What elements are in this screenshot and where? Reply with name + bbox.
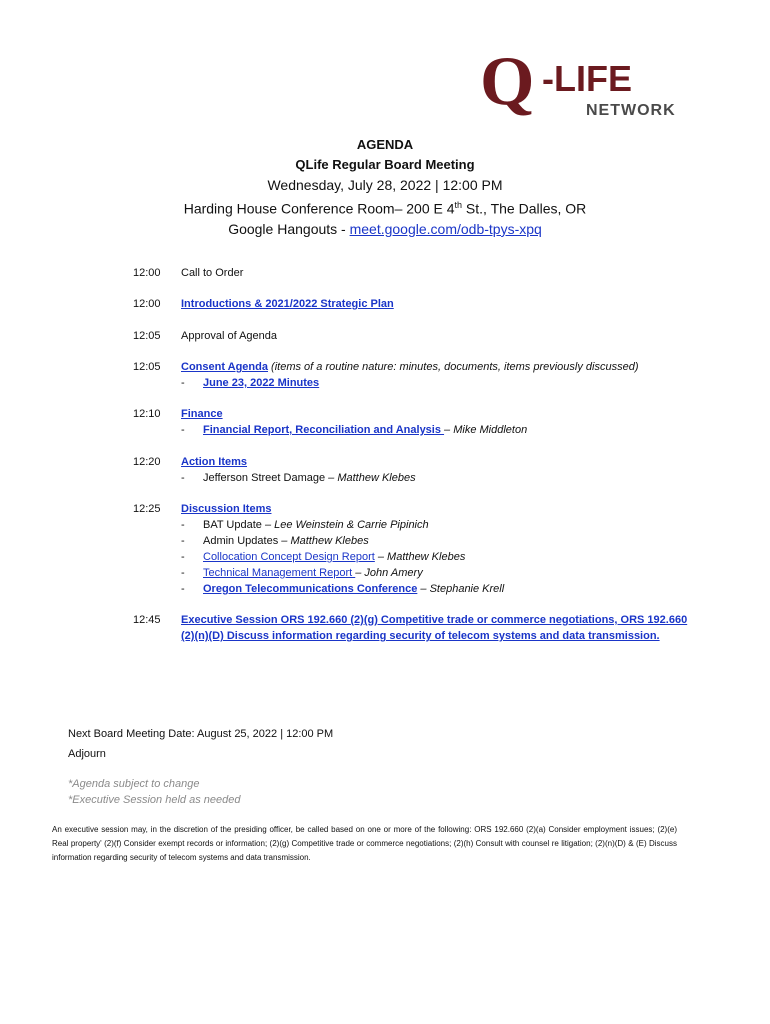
location-post: St., The Dalles, OR [462,200,587,217]
agenda-title: AGENDA [356,137,414,152]
meeting-datetime: Wednesday, July 28, 2022 | 12:00 PM [267,177,503,193]
meeting-name: QLife Regular Board Meeting [295,157,475,172]
telecom-conference-link[interactable]: Oregon Telecommunications Conference [203,583,418,595]
action-items-section: Action Items - Jefferson Street Damage – Matthew Klebes [181,456,416,484]
agenda-notes [68,776,240,808]
item-time: 12:05 [133,361,161,373]
item-time: 12:45 [133,614,161,626]
minutes-link[interactable]: June 23, 2022 Minutes [203,377,320,389]
logo-life: -LIFE [542,58,632,99]
discussion-item-text: Admin Updates [203,535,279,547]
next-meeting: Next Board Meeting Date: August 25, 2022 | 12:00 PM [68,728,334,740]
executive-session-link-2[interactable]: (2)(n)(D) Discuss information regarding security of telecom systems and data transmission. [181,630,660,642]
discussion-presenter: – John Amery [355,567,423,579]
hangouts-label: Google Hangouts - [228,220,350,237]
item-time: 12:00 [133,298,161,310]
legal-notice: An executive session may, in the discretion of the presiding officer, be called based on one or more of the following: ORS 192.660 (2)(a) Consider employment issues; (2)(e) Real property' (2)(f) Consider exempt records or information; (2)(g) Competitive trade or commerce negotiations; (2)(h) Consult with counsel re litigation; (2)(n)(D) & (E) Discuss information regarding security of telecom systems and data transmission. [52,825,677,862]
meeting-location [0,195,770,219]
finance-link[interactable]: Finance [181,408,223,420]
logo-network: NETWORK [586,102,676,119]
item-time: 12:05 [133,330,161,342]
agenda-header [0,135,770,239]
closing-block [68,724,333,764]
item-time: 12:00 [133,267,161,279]
hangouts-link[interactable]: meet.google.com/odb-tpys-xpq [349,220,542,237]
action-item-text: Jefferson Street Damage [203,472,326,484]
action-items-link[interactable]: Action Items [181,456,248,468]
discussion-presenter: – Stephanie Krell [417,583,505,595]
executive-session-link[interactable]: Executive Session ORS 192.660 (2)(g) Competitive trade or commerce negotiations, ORS 192.660 [181,614,688,626]
location-sup: th [454,200,463,210]
note-agenda-change: *Agenda subject to change [68,778,200,790]
executive-session [181,612,691,644]
discussion-presenter: – Matthew Klebes [278,535,369,547]
consent-agenda-link[interactable]: Consent Agenda [181,361,268,373]
discussion-presenter: – Matthew Klebes [374,551,466,563]
finance-presenter: – Mike Middleton [444,424,528,436]
consent-agenda-note: (items of a routine nature: minutes, documents, items previously discussed) [268,361,639,373]
item-time: 12:10 [133,408,161,420]
note-executive-session: *Executive Session held as needed [68,794,241,806]
discussion-presenter: – Lee Weinstein & Carrie Pipinich [261,519,429,531]
logo-q: Q [480,43,533,120]
collocation-report-link[interactable]: Collocation Concept Design Report [203,551,375,563]
strategic-plan-link[interactable]: Introductions & 2021/2022 Strategic Plan [181,298,394,310]
discussion-items-section: Discussion Items - BAT Update – Lee Weinstein & Carrie Pipinich - Admin Updates – Matthew Klebes - Collocation Concept Design Report – Matthew Klebes - Technical Management Report – John Amery - Oregon Telecommunications Conference – Stephanie Krell [181,503,505,595]
discussion-item-text: BAT Update [203,519,262,531]
location-pre: Harding House Conference Room– 200 E 4 [183,200,455,217]
item-text: Call to Order [181,267,244,279]
finance-section: Finance - Financial Report, Reconciliation and Analysis – Mike Middleton [181,408,528,436]
item-time: 12:20 [133,456,161,468]
hangouts-line [0,219,770,239]
financial-report-link[interactable]: Financial Report, Reconciliation and Analysis [203,424,445,436]
item-time: 12:25 [133,503,161,515]
consent-agenda: Consent Agenda (items of a routine nature: minutes, documents, items previously discussed) - June 23, 2022 Minutes [181,361,639,389]
adjourn: Adjourn [68,748,106,760]
action-item-presenter: – Matthew Klebes [325,472,416,484]
discussion-items-link[interactable]: Discussion Items [181,503,272,515]
technical-report-link[interactable]: Technical Management Report [203,567,356,579]
qlife-logo [480,43,676,122]
item-text: Approval of Agenda [181,330,278,342]
